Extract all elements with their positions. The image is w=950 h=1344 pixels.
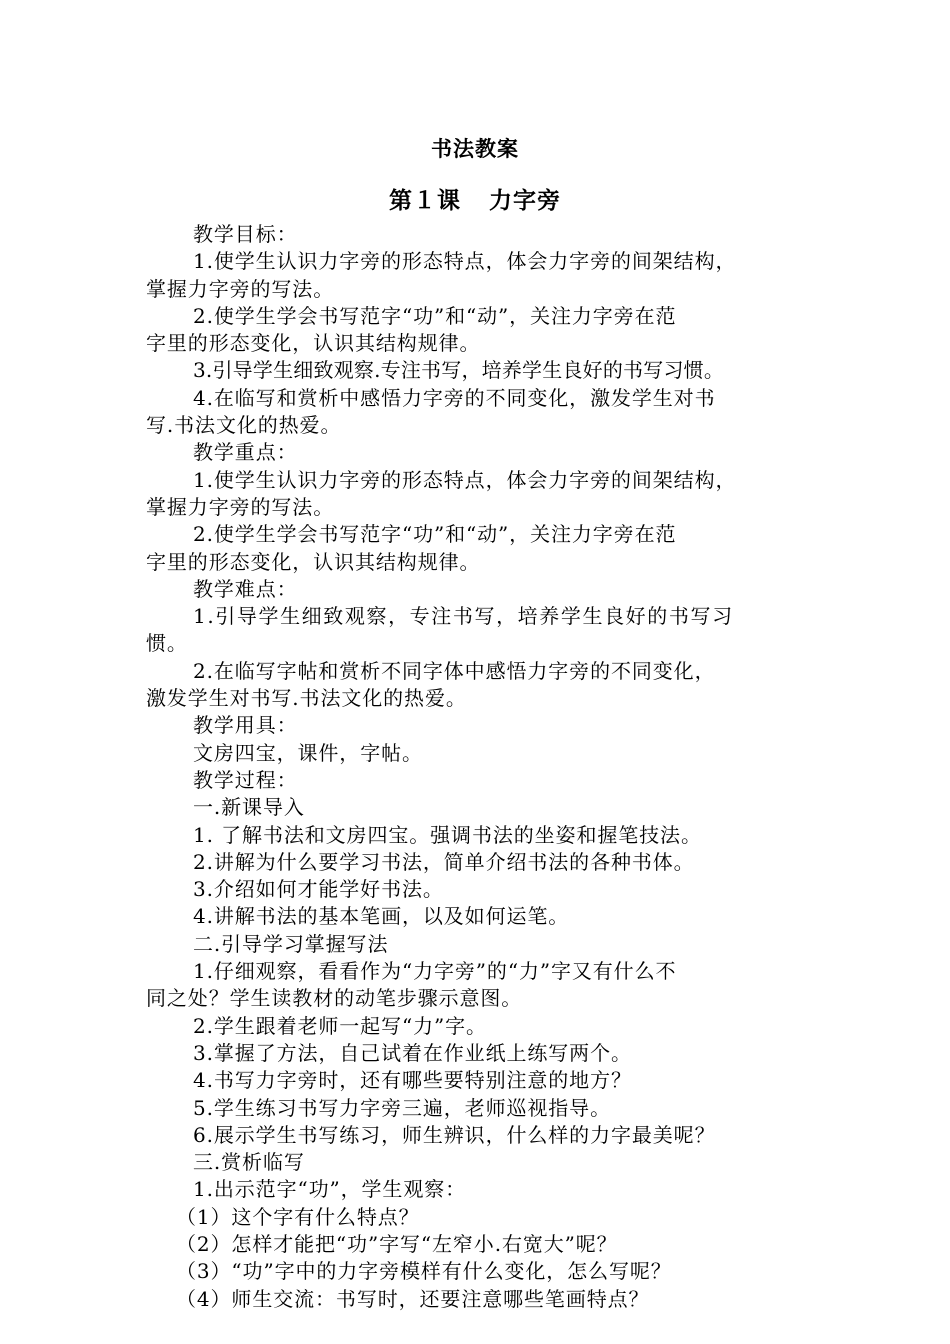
list-item: 1.出示范字“功”，学生观察： bbox=[193, 1177, 467, 1202]
section-heading-process: 教学过程： bbox=[193, 767, 298, 792]
paragraph-line: 掌握力字旁的写法。 bbox=[146, 276, 335, 301]
list-item: 2.学生跟着老师一起写“力”字。 bbox=[193, 1013, 487, 1038]
paragraph-line: 2.使学生学会书写范字“功”和“动”，关注力字旁在范 bbox=[193, 303, 677, 328]
paragraph-line: 2.在临写字帖和赏析不同字体中感悟力字旁的不同变化， bbox=[193, 658, 716, 683]
paragraph-line: 激发学生对书写.书法文化的热爱。 bbox=[146, 686, 467, 711]
lesson-number: 第１课 bbox=[389, 187, 461, 214]
subsection-heading: 二.引导学习掌握写法 bbox=[193, 931, 389, 956]
section-heading-objectives: 教学目标： bbox=[193, 222, 298, 246]
section-heading-key-points: 教学重点： bbox=[193, 440, 298, 465]
paragraph-line: 文房四宝，课件，字帖。 bbox=[193, 740, 423, 765]
list-item: 1. 了解书法和文房四宝。强调书法的坐姿和握笔技法。 bbox=[193, 822, 702, 847]
list-item: 2.讲解为什么要学习书法，简单介绍书法的各种书体。 bbox=[193, 849, 695, 874]
paragraph-line: 1.引导学生细致观察，专注书写，培养学生良好的书写习 bbox=[193, 604, 734, 629]
sub-list-item: （4）师生交流：书写时，还要注意哪些笔画特点？ bbox=[176, 1286, 650, 1311]
paragraph-line: 惯。 bbox=[146, 631, 188, 656]
section-heading-tools: 教学用具： bbox=[193, 713, 298, 738]
lesson-name: 力字旁 bbox=[489, 187, 561, 214]
section-heading-difficulties: 教学难点： bbox=[193, 576, 298, 601]
paragraph-line: 掌握力字旁的写法。 bbox=[146, 494, 335, 519]
lesson-title bbox=[0, 182, 950, 215]
list-item: 1.仔细观察，看看作为“力字旁”的“力”字又有什么不 bbox=[193, 959, 677, 984]
list-item: 5.学生练习书写力字旁三遍，老师巡视指导。 bbox=[193, 1095, 611, 1120]
sub-list-item: （3）“功”字中的力字旁模样有什么变化，怎么写呢？ bbox=[176, 1259, 672, 1284]
document-title: 书法教案 bbox=[431, 136, 519, 161]
paragraph-line: 2.使学生学会书写范字“功”和“动”，关注力字旁在范 bbox=[193, 522, 677, 547]
paragraph-line: 1.使学生认识力字旁的形态特点，体会力字旁的间架结构， bbox=[193, 467, 737, 492]
list-item: 3.介绍如何才能学好书法。 bbox=[193, 877, 444, 902]
lesson-plan-body bbox=[146, 221, 826, 1313]
list-item: 3.掌握了方法，自己试着在作业纸上练写两个。 bbox=[193, 1040, 632, 1065]
sub-list-item: （2）怎样才能把“功”字写“左窄小.右宽大”呢？ bbox=[176, 1231, 618, 1256]
paragraph-line: 写.书法文化的热爱。 bbox=[146, 413, 342, 438]
list-item: 4.讲解书法的基本笔画，以及如何运笔。 bbox=[193, 904, 570, 929]
list-item: 4.书写力字旁时，还有哪些要特别注意的地方？ bbox=[193, 1068, 632, 1093]
sub-list-item: （1）这个字有什么特点？ bbox=[176, 1204, 420, 1229]
paragraph-line: 4.在临写和赏析中感悟力字旁的不同变化，激发学生对书 bbox=[193, 385, 716, 410]
subsection-heading: 三.赏析临写 bbox=[193, 1150, 305, 1175]
paragraph-line: 3.引导学生细致观察.专注书写，培养学生良好的书写习惯。 bbox=[193, 358, 725, 383]
paragraph-line: 同之处？学生读教材的动笔步骤示意图。 bbox=[146, 986, 523, 1011]
list-item: 6.展示学生书写练习，师生辨识，什么样的力字最美呢？ bbox=[193, 1122, 716, 1147]
subsection-heading: 一.新课导入 bbox=[193, 795, 305, 820]
paragraph-line: 1.使学生认识力字旁的形态特点，体会力字旁的间架结构， bbox=[193, 249, 737, 274]
paragraph-line: 字里的形态变化，认识其结构规律。 bbox=[146, 331, 481, 356]
paragraph-line: 字里的形态变化，认识其结构规律。 bbox=[146, 549, 481, 574]
